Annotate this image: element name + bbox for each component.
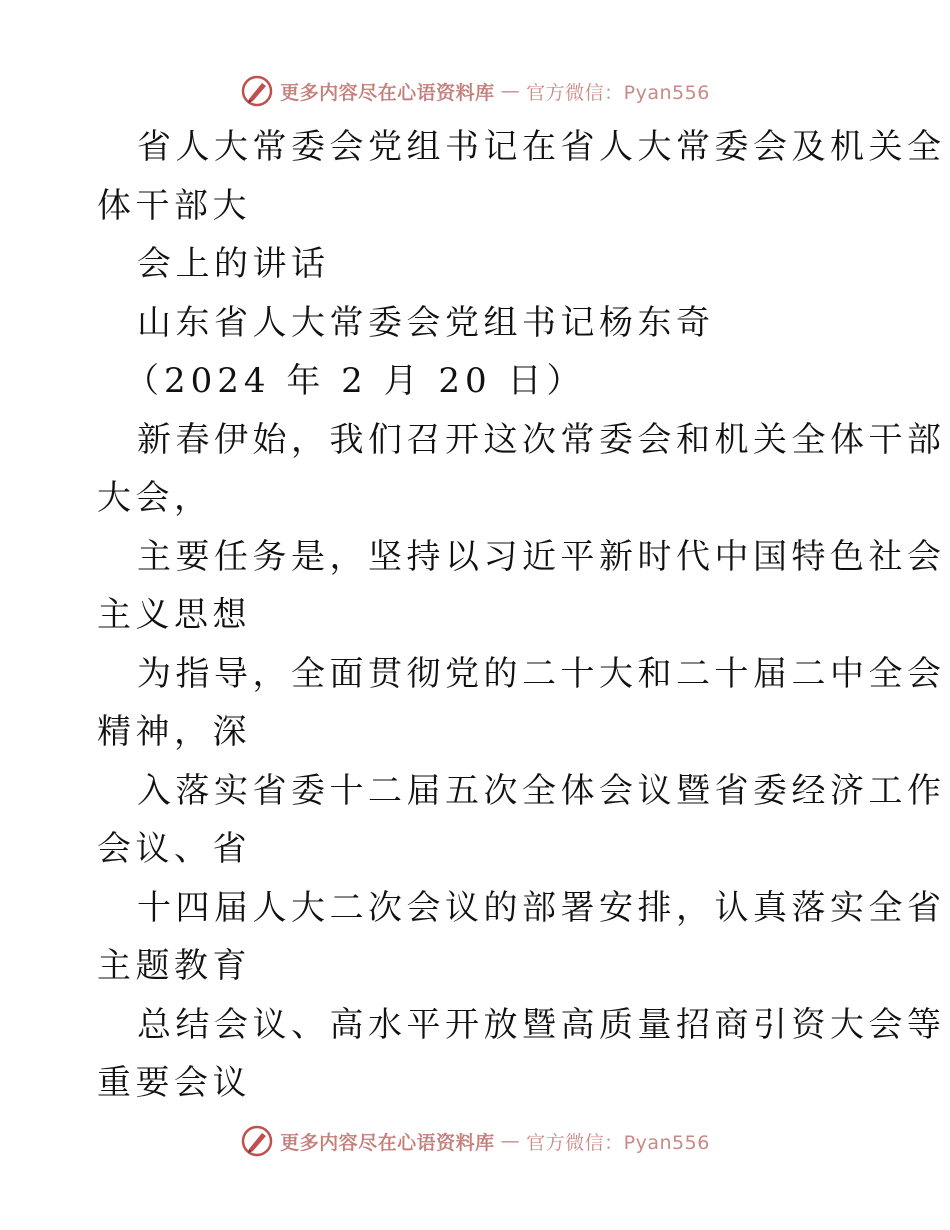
text-line: 省人大常委会党组书记在省人大常委会及机关全: [137, 127, 946, 167]
document-body: [97, 118, 946, 1113]
watermark-text: 更多内容尽在心语资料库: [280, 1131, 495, 1154]
text-line: 体干部大: [97, 185, 251, 226]
watermark-wechat: 官方微信：Pyan556: [526, 81, 710, 104]
text-line: 会上的讲话: [137, 244, 330, 284]
pen-logo-icon: [240, 1124, 274, 1158]
text-line: 主义思想: [97, 595, 251, 635]
text-line: 入落实省委十二届五次全体会议暨省委经济工作: [137, 770, 946, 811]
text-line: 会议、省: [97, 829, 251, 869]
date-line: （2024 年 2 月 20 日）: [125, 361, 586, 401]
text-line: 大会，: [97, 478, 213, 518]
watermark-separator: —: [500, 80, 521, 102]
text-line: 主要任务是，坚持以习近平新时代中国特色社会: [137, 536, 946, 577]
text-line: 精神，深: [97, 712, 251, 752]
text-line: 重要会议: [97, 1063, 251, 1103]
watermark-separator: —: [500, 1130, 521, 1152]
text-line: 总结会议、高水平开放暨高质量招商引资大会等: [137, 1004, 946, 1045]
footer-watermark: [0, 1124, 950, 1158]
watermark-wechat: 官方微信：Pyan556: [526, 1131, 710, 1154]
text-line: 新春伊始，我们召开这次常委会和机关全体干部: [137, 419, 946, 460]
watermark-text: 更多内容尽在心语资料库: [280, 81, 495, 104]
text-line: 主题教育: [97, 946, 251, 986]
author-line: 山东省人大常委会党组书记杨东奇: [137, 302, 715, 343]
pen-logo-icon: [240, 74, 274, 108]
text-line: 十四届人大二次会议的部署安排，认真落实全省: [137, 887, 946, 928]
header-watermark: [0, 74, 950, 108]
text-line: 为指导，全面贯彻党的二十大和二十届二中全会: [137, 653, 946, 694]
